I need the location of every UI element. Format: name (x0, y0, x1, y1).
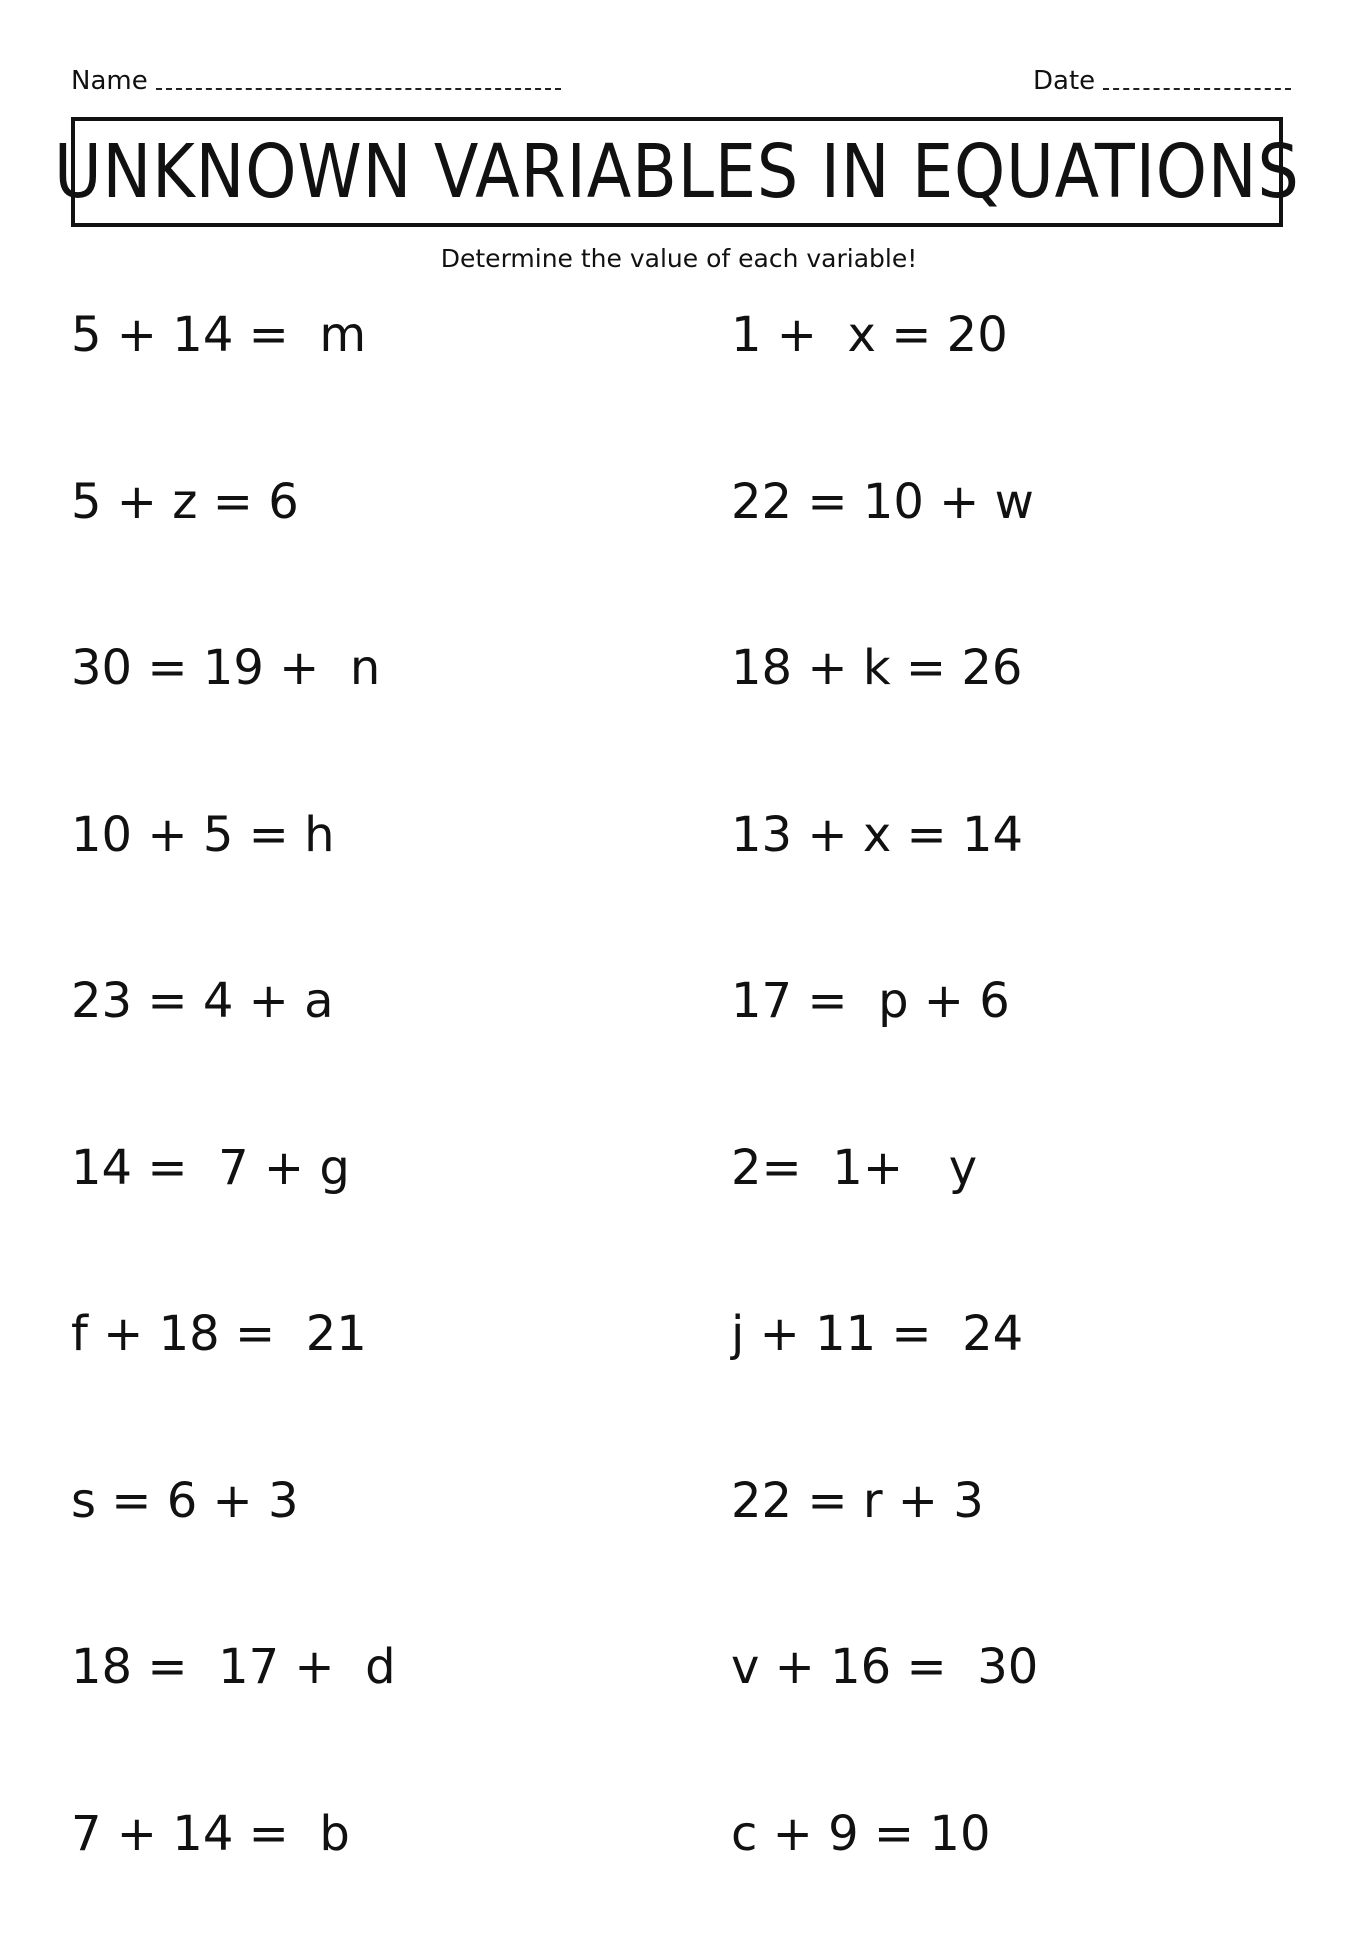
equation-12: 2= 1+ y (731, 1128, 1301, 1295)
equation-1: 5 + 14 = m (71, 295, 731, 462)
name-field[interactable] (71, 66, 561, 96)
title-box (71, 117, 1283, 227)
equation-13: f + 18 = 21 (71, 1294, 731, 1461)
equation-4: 22 = 10 + w (731, 462, 1301, 629)
date-field[interactable] (1033, 66, 1291, 96)
date-label: Date (1033, 66, 1095, 96)
equation-19: 7 + 14 = b (71, 1794, 731, 1960)
equation-6: 18 + k = 26 (731, 628, 1301, 795)
equation-10: 17 = p + 6 (731, 961, 1301, 1128)
date-line[interactable] (1103, 88, 1291, 90)
name-label: Name (71, 66, 148, 96)
equation-8: 13 + x = 14 (731, 795, 1301, 962)
equation-14: j + 11 = 24 (731, 1294, 1301, 1461)
equation-3: 5 + z = 6 (71, 462, 731, 629)
equation-9: 23 = 4 + a (71, 961, 731, 1128)
equation-5: 30 = 19 + n (71, 628, 731, 795)
equation-18: v + 16 = 30 (731, 1627, 1301, 1794)
equation-15: s = 6 + 3 (71, 1461, 731, 1628)
page-title: UNKNOWN VARIABLES IN EQUATIONS (54, 129, 1300, 215)
equation-7: 10 + 5 = h (71, 795, 731, 962)
equation-grid (71, 295, 1301, 1960)
equation-11: 14 = 7 + g (71, 1128, 731, 1295)
name-line[interactable] (156, 88, 561, 90)
equation-17: 18 = 17 + d (71, 1627, 731, 1794)
equation-2: 1 + x = 20 (731, 295, 1301, 462)
instructions: Determine the value of each variable! (0, 244, 1358, 273)
equation-20: c + 9 = 10 (731, 1794, 1301, 1960)
equation-16: 22 = r + 3 (731, 1461, 1301, 1628)
